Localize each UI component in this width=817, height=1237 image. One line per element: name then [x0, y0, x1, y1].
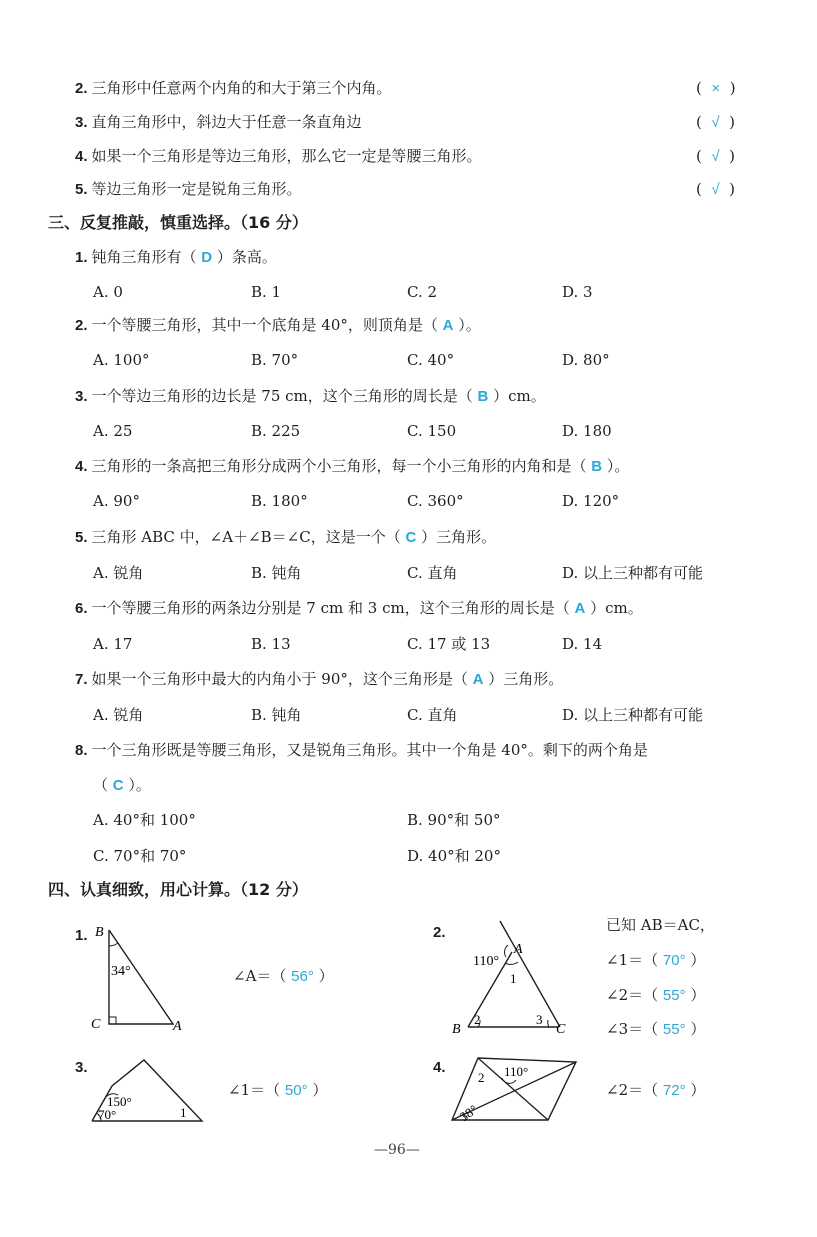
option-c: C. 150	[407, 422, 457, 440]
option-a: A. 90°	[93, 492, 140, 510]
question-text-end: ）。	[602, 457, 630, 475]
angle-34-label: 34°	[111, 964, 131, 979]
option-b: B. 90°和 50°	[407, 811, 501, 829]
option-c: C. 17 或 13	[407, 635, 491, 653]
problem-2-answer-2	[606, 985, 705, 1006]
option-c: C. 70°和 70°	[93, 847, 187, 865]
angle-150-label: 150°	[107, 1094, 132, 1109]
judge-answer-4: ( √ )	[696, 147, 736, 165]
question-answer: A	[472, 671, 484, 688]
judge-item-2	[75, 78, 392, 99]
problem-2-given: 已知 AB＝AC，	[606, 916, 715, 934]
option-b: B. 1	[251, 283, 282, 301]
question-number: 3.	[75, 388, 88, 405]
option-a: A. 锐角	[93, 706, 144, 724]
close-paren: ）	[313, 967, 334, 985]
angle-1-label: 1	[180, 1105, 187, 1120]
choice-question-1	[75, 247, 277, 268]
item-number: 5.	[75, 181, 88, 198]
choice-question-3	[75, 386, 546, 407]
angle-70-label: 70°	[98, 1107, 117, 1122]
choice-question-7	[75, 669, 563, 690]
page-number: —96—	[374, 1142, 420, 1158]
answer-mark: √	[711, 114, 720, 131]
item-text: 如果一个三角形是等边三角形，那么它一定是等腰三角形。	[91, 147, 482, 165]
close-paren: ）	[685, 1081, 706, 1099]
question-answer: D	[201, 249, 213, 266]
question-text: 一个等腰三角形的两条边分别是 7 cm 和 3 cm，这个三角形的周长是（	[91, 599, 575, 617]
expression: ∠1＝（	[228, 1081, 285, 1099]
judge-item-5	[75, 179, 302, 200]
item-number: 4.	[75, 148, 88, 165]
option-a: A. 100°	[93, 351, 150, 369]
question-text: 三角形的一条高把三角形分成两个小三角形，每一个小三角形的内角和是（	[91, 457, 592, 475]
judge-item-3	[75, 112, 362, 133]
option-b: B. 钝角	[251, 706, 302, 724]
parallelogram-figure	[448, 1052, 588, 1126]
question-text-end: ）。	[453, 316, 481, 334]
option-a: A. 40°和 100°	[93, 811, 196, 829]
option-d: D. 3	[562, 283, 593, 301]
question-number: 5.	[75, 529, 88, 546]
angle-2-label: 2	[478, 1070, 485, 1085]
answer-mark: √	[711, 181, 720, 198]
expression: ∠1＝（	[606, 951, 663, 969]
choice-question-5	[75, 527, 496, 548]
answer-value: 72°	[662, 1082, 686, 1099]
option-c: C. 直角	[407, 564, 458, 582]
question-text-end: ）三角形。	[416, 528, 497, 546]
expression: ∠2＝（	[606, 1081, 663, 1099]
vertex-b-label: B	[95, 925, 104, 940]
close-paren: ）	[685, 986, 706, 1004]
option-d: D. 120°	[562, 492, 620, 510]
option-b: B. 70°	[251, 351, 299, 369]
question-number: 2.	[75, 317, 88, 334]
choice-question-2	[75, 315, 481, 336]
answer-value: 55°	[662, 1021, 686, 1038]
question-number: 1.	[75, 249, 88, 266]
option-d: D. 以上三种都有可能	[562, 706, 704, 724]
answer-value: 56°	[291, 968, 314, 985]
close-paren: ）	[685, 951, 706, 969]
angle-2-label: 2	[474, 1012, 481, 1027]
judge-answer-2: ( × )	[696, 79, 736, 97]
angle-38-label: 38°	[456, 1101, 481, 1125]
vertex-a-label: A	[173, 1019, 182, 1034]
option-d: D. 40°和 20°	[407, 847, 501, 865]
option-d: D. 以上三种都有可能	[562, 564, 704, 582]
angle-3-label: 3	[536, 1012, 543, 1027]
answer-value: 55°	[662, 987, 686, 1004]
problem-2-answer-1	[606, 950, 705, 971]
choice-question-6	[75, 598, 643, 619]
vertex-a-label: A	[514, 942, 523, 957]
number: 1.	[75, 927, 88, 944]
question-text: 如果一个三角形中最大的内角小于 90°，这个三角形是（	[91, 670, 473, 688]
option-d: D. 14	[562, 635, 603, 653]
answer-mark: √	[711, 148, 720, 165]
problem-1-answer	[233, 966, 334, 987]
option-a: A. 锐角	[93, 564, 144, 582]
problem-3-answer	[228, 1080, 327, 1101]
number: 2.	[433, 924, 446, 941]
question-text: 钝角三角形有（	[91, 248, 202, 266]
option-c: C. 40°	[407, 351, 455, 369]
option-a: A. 17	[93, 635, 133, 653]
expression: ∠A＝（	[233, 967, 292, 985]
option-d: D. 80°	[562, 351, 610, 369]
question-text: 三角形 ABC 中，∠A＋∠B＝∠C，这是一个（	[91, 528, 406, 546]
question-answer: A	[574, 600, 586, 617]
option-b: B. 钝角	[251, 564, 302, 582]
answer-mark: ×	[711, 80, 721, 97]
vertex-b-label: B	[452, 1022, 461, 1037]
item-text: 三角形中任意两个内角的和大于第三个内角。	[91, 79, 392, 97]
section-4-title: 四、认真细致，用心计算。（12 分）	[48, 880, 308, 899]
vertex-c-label: C	[91, 1017, 101, 1032]
problem-2-answer-3	[606, 1019, 705, 1040]
question-answer: C	[112, 777, 124, 794]
number: 3.	[75, 1059, 88, 1076]
option-c: C. 2	[407, 283, 438, 301]
item-text: 直角三角形中，斜边大于任意一条直角边	[91, 113, 362, 131]
expression: ∠3＝（	[606, 1020, 663, 1038]
option-b: B. 225	[251, 422, 301, 440]
question-number: 8.	[75, 742, 88, 759]
question-text-end: ）三角形。	[483, 670, 564, 688]
question-number: 6.	[75, 600, 88, 617]
option-b: B. 13	[251, 635, 291, 653]
answer-value: 70°	[662, 952, 686, 969]
isosceles-triangle-figure	[448, 915, 578, 1040]
answer-value: 50°	[284, 1082, 308, 1099]
judge-answer-5: ( √ )	[696, 180, 736, 198]
choice-question-4	[75, 456, 629, 477]
option-d: D. 180	[562, 422, 612, 440]
question-text: （	[93, 776, 113, 794]
quadrilateral-figure	[88, 1055, 208, 1127]
choice-question-8-answer-line	[93, 775, 151, 796]
angle-1-label: 1	[510, 971, 517, 986]
question-answer: A	[442, 317, 454, 334]
judge-answer-3: ( √ )	[696, 113, 736, 131]
angle-110-label: 110°	[504, 1064, 529, 1079]
option-c: C. 直角	[407, 706, 458, 724]
question-text: 一个等边三角形的边长是 75 cm，这个三角形的周长是（	[91, 387, 478, 405]
question-number: 7.	[75, 671, 88, 688]
expression: ∠2＝（	[606, 986, 663, 1004]
vertex-c-label: C	[556, 1022, 566, 1037]
right-triangle-figure	[85, 918, 195, 1038]
choice-question-8	[75, 740, 648, 761]
question-answer: B	[591, 458, 603, 475]
option-b: B. 180°	[251, 492, 308, 510]
question-text-end: ）cm。	[585, 599, 643, 617]
option-a: A. 0	[93, 283, 123, 301]
number: 4.	[433, 1059, 446, 1076]
question-number: 4.	[75, 458, 88, 475]
item-number: 2.	[75, 80, 88, 97]
question-text-end: ）。	[123, 776, 151, 794]
option-a: A. 25	[93, 422, 133, 440]
question-text: 一个三角形既是等腰三角形，又是锐角三角形。其中一个角是 40°。剩下的两个角是	[91, 741, 648, 759]
judge-item-4	[75, 146, 482, 167]
section-3-title: 三、反复推敲，慎重选择。（16 分）	[48, 213, 308, 232]
exterior-angle-110-label: 110°	[473, 954, 500, 969]
question-text-end: ）条高。	[212, 248, 277, 266]
question-answer: C	[405, 529, 417, 546]
close-paren: ）	[307, 1081, 328, 1099]
item-number: 3.	[75, 114, 88, 131]
item-text: 等边三角形一定是锐角三角形。	[91, 180, 302, 198]
option-c: C. 360°	[407, 492, 464, 510]
question-text: 一个等腰三角形，其中一个底角是 40°，则顶角是（	[91, 316, 443, 334]
close-paren: ）	[685, 1020, 706, 1038]
problem-4-answer	[606, 1080, 705, 1101]
question-answer: B	[477, 388, 489, 405]
question-text-end: ）cm。	[488, 387, 546, 405]
